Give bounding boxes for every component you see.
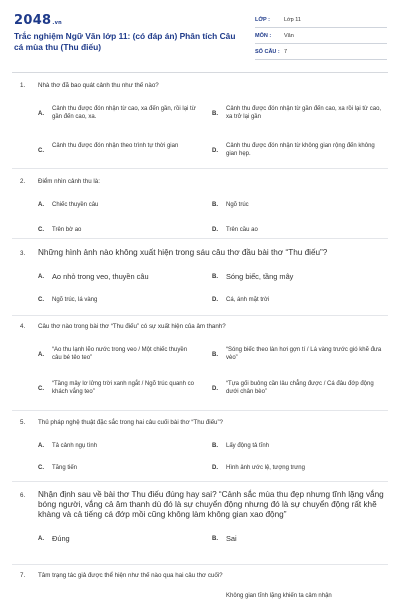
question-text: Câu thơ nào trong bài thơ “Thu điếu” có sự xuất hiện của âm thanh?	[38, 323, 226, 330]
option-text: Cảnh thu được đón nhận từ gần đến cao, xa rồi lại từ cao, xa trở lại gần	[226, 105, 382, 121]
option-b[interactable]	[212, 272, 382, 281]
option-letter: A.	[38, 201, 44, 208]
option-letter: B.	[212, 536, 218, 542]
option-d[interactable]	[212, 142, 382, 159]
option-d[interactable]	[212, 296, 382, 305]
option-letter: A.	[38, 442, 44, 449]
option-b[interactable]	[212, 105, 382, 122]
option-letter: A.	[38, 536, 44, 542]
option-letter: C.	[38, 226, 44, 233]
question-1	[20, 82, 390, 158]
meta-value: Văn	[284, 33, 294, 39]
meta-label: LỚP :	[255, 17, 270, 23]
option-text: Cá, ánh mặt trời	[226, 297, 270, 303]
question-divider	[12, 564, 388, 565]
meta-row-class	[255, 12, 387, 28]
meta-value: Lớp 11	[284, 17, 301, 23]
option-letter: D.	[212, 297, 218, 303]
option-text: Sai	[226, 534, 237, 543]
header-divider	[12, 72, 388, 73]
question-number: 5.	[20, 419, 26, 426]
question-5	[20, 419, 390, 471]
option-a[interactable]	[38, 346, 198, 363]
question-divider	[12, 315, 388, 316]
question-number: 1.	[20, 82, 26, 89]
option-text: Đúng	[52, 534, 70, 543]
option-text: Ao nhỏ trong veo, thuyền câu	[52, 272, 149, 281]
meta-row-subject	[255, 28, 387, 44]
meta-value: 7	[284, 49, 288, 55]
option-letter: D.	[212, 147, 218, 154]
option-text: Cảnh thu được đón nhận theo trình tự thời gian	[52, 142, 179, 149]
option-text: Tả cảnh ngụ tình	[52, 442, 98, 449]
option-text: Ngõ trúc, lá vàng	[52, 297, 98, 303]
question-text: Tâm trạng tác giả được thể hiện như thế nào qua hai câu thơ cuối?	[38, 572, 223, 579]
option-a[interactable]	[38, 272, 208, 281]
question-stem	[20, 419, 390, 428]
question-text: Thủ pháp nghệ thuật đặc sắc trong hai câu cuối bài thơ “Thu điếu”?	[38, 419, 223, 426]
option-b[interactable]	[212, 534, 382, 543]
option-text: Cảnh thu được đón nhận từ cao, xa đến gần, rồi lại từ gần đến cao, xa.	[52, 105, 196, 121]
question-text: Điểm nhìn cảnh thu là:	[38, 178, 100, 185]
question-3	[20, 248, 390, 303]
question-text: Nhận định sau về bài thơ Thu điếu đúng hay sai? “Cảnh sắc mùa thu đẹp nhưng tĩnh lặng vắng bóng người, vắng cả âm thanh dù đó là sự chuyển động nhưng đó là sự chuyển động rất khẽ khàng và cả tiếng cá đớp mồi cũng không làm không gian xao động”	[38, 490, 384, 519]
option-letter: A.	[38, 110, 44, 117]
question-7	[20, 572, 390, 599]
meta-table	[255, 12, 387, 60]
question-stem	[20, 323, 390, 332]
option-text: Sóng biếc, tầng mây	[226, 272, 294, 281]
question-6	[20, 490, 390, 543]
option-text: Hình ảnh ước lệ, tượng trưng	[226, 464, 305, 471]
question-number: 3.	[20, 250, 26, 257]
option-a[interactable]	[38, 105, 198, 122]
option-c[interactable]	[38, 226, 198, 235]
option-c[interactable]	[38, 464, 198, 473]
question-divider	[12, 168, 388, 169]
question-text: Những hình ảnh nào không xuất hiện trong sáu câu thơ đầu bài thơ “Thu điếu”?	[38, 248, 328, 257]
question-divider	[12, 238, 388, 239]
option-letter: B.	[212, 201, 218, 208]
option-partial[interactable]	[226, 592, 386, 600]
option-a[interactable]	[38, 201, 198, 210]
question-stem	[20, 248, 390, 258]
option-text: Ngõ trúc	[226, 201, 249, 208]
option-d[interactable]	[212, 226, 382, 235]
question-stem	[20, 82, 390, 91]
option-letter: B.	[212, 351, 218, 358]
option-b[interactable]	[212, 201, 382, 210]
option-letter: D.	[212, 226, 218, 233]
option-text: “Ao thu lạnh lẽo nước trong veo / Một chiếc thuyền câu bé tẻo teo”	[52, 346, 188, 362]
option-a[interactable]	[38, 442, 198, 451]
logo-suffix: .vn	[52, 20, 63, 26]
option-c[interactable]	[38, 296, 198, 305]
option-text: Chiếc thuyền câu	[52, 201, 99, 208]
option-text: “Sóng biếc theo làn hơi gợn tí / Lá vàng trước gió khẽ đưa vèo”	[226, 346, 382, 362]
option-c[interactable]	[38, 380, 198, 397]
option-letter: C.	[38, 297, 44, 303]
site-logo[interactable]	[14, 13, 62, 28]
question-stem	[20, 490, 390, 520]
option-letter: D.	[212, 385, 218, 392]
option-b[interactable]	[212, 442, 382, 451]
option-letter: B.	[212, 442, 218, 449]
option-text: “Tầng mây lơ lửng trời xanh ngắt / Ngõ trúc quanh co khách vắng teo”	[52, 380, 194, 396]
question-number: 4.	[20, 323, 26, 330]
option-d[interactable]	[212, 380, 382, 397]
option-text: Trên bờ ao	[52, 226, 82, 233]
option-letter: B.	[212, 274, 218, 280]
option-letter: D.	[212, 464, 218, 471]
option-text: Cảnh thu được đón nhận từ không gian rộng đến không gian hẹp.	[226, 142, 375, 158]
option-letter: C.	[38, 464, 44, 471]
option-b[interactable]	[212, 346, 382, 363]
question-4	[20, 323, 390, 396]
option-letter: A.	[38, 274, 44, 280]
option-text: “Tựa gối buông cần lâu chẳng được / Cá đâu đớp động dưới chân bèo”	[226, 380, 374, 396]
question-2	[20, 178, 390, 233]
option-text: Không gian tĩnh lặng khiến ta cảm nhận	[226, 592, 332, 599]
question-stem	[20, 178, 390, 187]
option-letter: A.	[38, 351, 44, 358]
question-text: Nhà thơ đã bao quát cảnh thu như thế nào?	[38, 82, 159, 89]
logo-text: 2048	[14, 13, 52, 28]
option-letter: C.	[38, 385, 44, 392]
question-stem	[20, 572, 390, 581]
option-letter: B.	[212, 110, 218, 117]
option-text: Trên cầu ao	[226, 226, 258, 233]
meta-label: MÔN :	[255, 33, 272, 39]
page-header	[0, 0, 400, 70]
option-letter: C.	[38, 147, 44, 154]
option-text: Lấy động tả tĩnh	[226, 442, 270, 449]
question-number: 7.	[20, 572, 26, 579]
option-d[interactable]	[212, 464, 382, 473]
option-text: Tăng tiến	[52, 464, 78, 471]
meta-row-count	[255, 44, 387, 60]
question-number: 6.	[20, 492, 26, 499]
meta-label: SỐ CÂU :	[255, 49, 280, 55]
question-divider	[12, 410, 388, 411]
question-number: 2.	[20, 178, 26, 185]
question-divider	[12, 481, 388, 482]
page-title: Trắc nghiệm Ngữ Văn lớp 11: (có đáp án) Phân tích Câu cá mùa thu (Thu điếu)	[14, 31, 236, 52]
option-c[interactable]	[38, 142, 198, 154]
option-a[interactable]	[38, 534, 198, 543]
